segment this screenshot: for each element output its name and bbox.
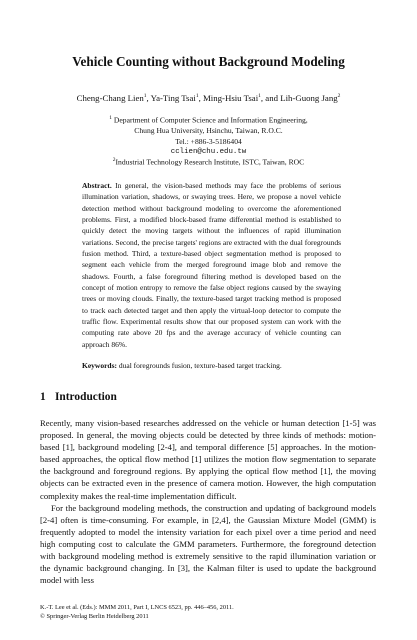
author-name: Lih-Guong Jang (280, 93, 338, 103)
author-email: cclien@chu.edu.tw (170, 148, 247, 157)
author-affiliation-mark: 1 (195, 93, 199, 100)
page-footer (40, 604, 234, 621)
author-name: Cheng-Chang Lien (76, 93, 144, 103)
section-heading (40, 391, 117, 403)
citation-line: K.-T. Lee et al. (Eds.): MMM 2011, Part I, LNCS 6523, pp. 446–456, 2011. (40, 604, 234, 611)
affiliation-telephone: Tel.: +886-3-5186404 (175, 136, 242, 146)
section-title: Introduction (55, 391, 117, 403)
affiliation-university: Chung Hua University, Hsinchu, Taiwan, R.O.C. (134, 126, 283, 136)
abstract-text: In general, the vision-based methods may face the problems of serious illumination variation, shadows, or swaying trees. Here, we propose a novel vehicle detection method without background modeling to overcome the aforementioned problems. First, a modified block-based frame differential method is established to quickly detect the moving targets without the influences of rapid illumination variations. Second, the precise targets' regions are extracted with the dual foregrounds fusion method. Third, a texture-based object segmentation method is proposed to segment each vehicle from the merged foreground image blob and remove the shadows. Fourth, a false foreground filtering method is developed based on the concept of motion entropy to remove the false object regions caused by the swaying trees or moving clouds. Finally, the texture-based target tracking method is proposed to track each detected target and then apply the virtual-loop detector to compute the traffic flow. Experimental results show that our proposed system can work with the computing rate above 20 fps and the average accuracy of vehicle counting can approach 86%. (82, 181, 341, 349)
affiliation-institute: Industrial Technology Research Institute, ISTC, Taiwan, ROC (115, 157, 305, 167)
author-separator: , (198, 93, 203, 103)
author-separator: , and (260, 93, 281, 103)
author-affiliation-mark: 1 (143, 93, 147, 100)
affiliation-1 (0, 113, 417, 158)
body-text (40, 417, 376, 586)
author-name: Ming-Hsiu Tsai (202, 93, 259, 103)
affiliation-department: Department of Computer Science and Information Engineering, (113, 115, 308, 125)
affiliation-2 (0, 155, 417, 168)
keywords (82, 361, 382, 370)
author-affiliation-mark: 2 (337, 93, 341, 100)
paper-title: Vehicle Counting without Background Modeling (72, 54, 345, 69)
author-affiliation-mark: 1 (258, 93, 261, 100)
affiliation-mark: 2 (112, 157, 116, 163)
affiliation-line (0, 113, 417, 126)
section-number: 1 (40, 391, 46, 403)
author-separator: , (146, 93, 151, 103)
keywords-label: Keywords: (82, 361, 117, 370)
abstract (82, 180, 341, 350)
author-list (0, 93, 417, 103)
affiliation-mark: 1 (109, 115, 113, 121)
abstract-label: Abstract. (82, 181, 112, 190)
keywords-text: dual foregrounds fusion, texture-based target tracking. (118, 361, 282, 370)
author-name: Ya-Ting Tsai (150, 93, 196, 103)
body-paragraph: Recently, many vision-based researches addressed on the vehicle or human detection [1-5] was proposed. In general, the moving objects could be detected by three kinds of methods: motion-based [1], background modeling [2-4], and temporal difference [5] approaches. In the motion-based approaches, the optical flow method [1] utilizes the motion flow segmentation to separate the background and foreground regions. By applying the optical flow method [1], the moving objects can be extracted even in the presence of camera motion. However, the high computation complexity makes the real-time implementation difficult. (40, 418, 376, 501)
body-paragraph: For the background modeling methods, the construction and updating of background models [2-4] often is time-consuming. For example, in [2,4], the Gaussian Mixture Model (GMM) is frequently adopted to model the intensity variation for each pixel over a time period and need high computing cost to calculate the GMM parameters. Furthermore, the foreground detection with background modeling method is extremely sensitive to the rapid illumination variation or the dynamic background changing. In [3], the Kalman filter is used to update the background model with less (40, 502, 376, 586)
copyright-line: © Springer-Verlag Berlin Heidelberg 2011 (40, 612, 149, 620)
